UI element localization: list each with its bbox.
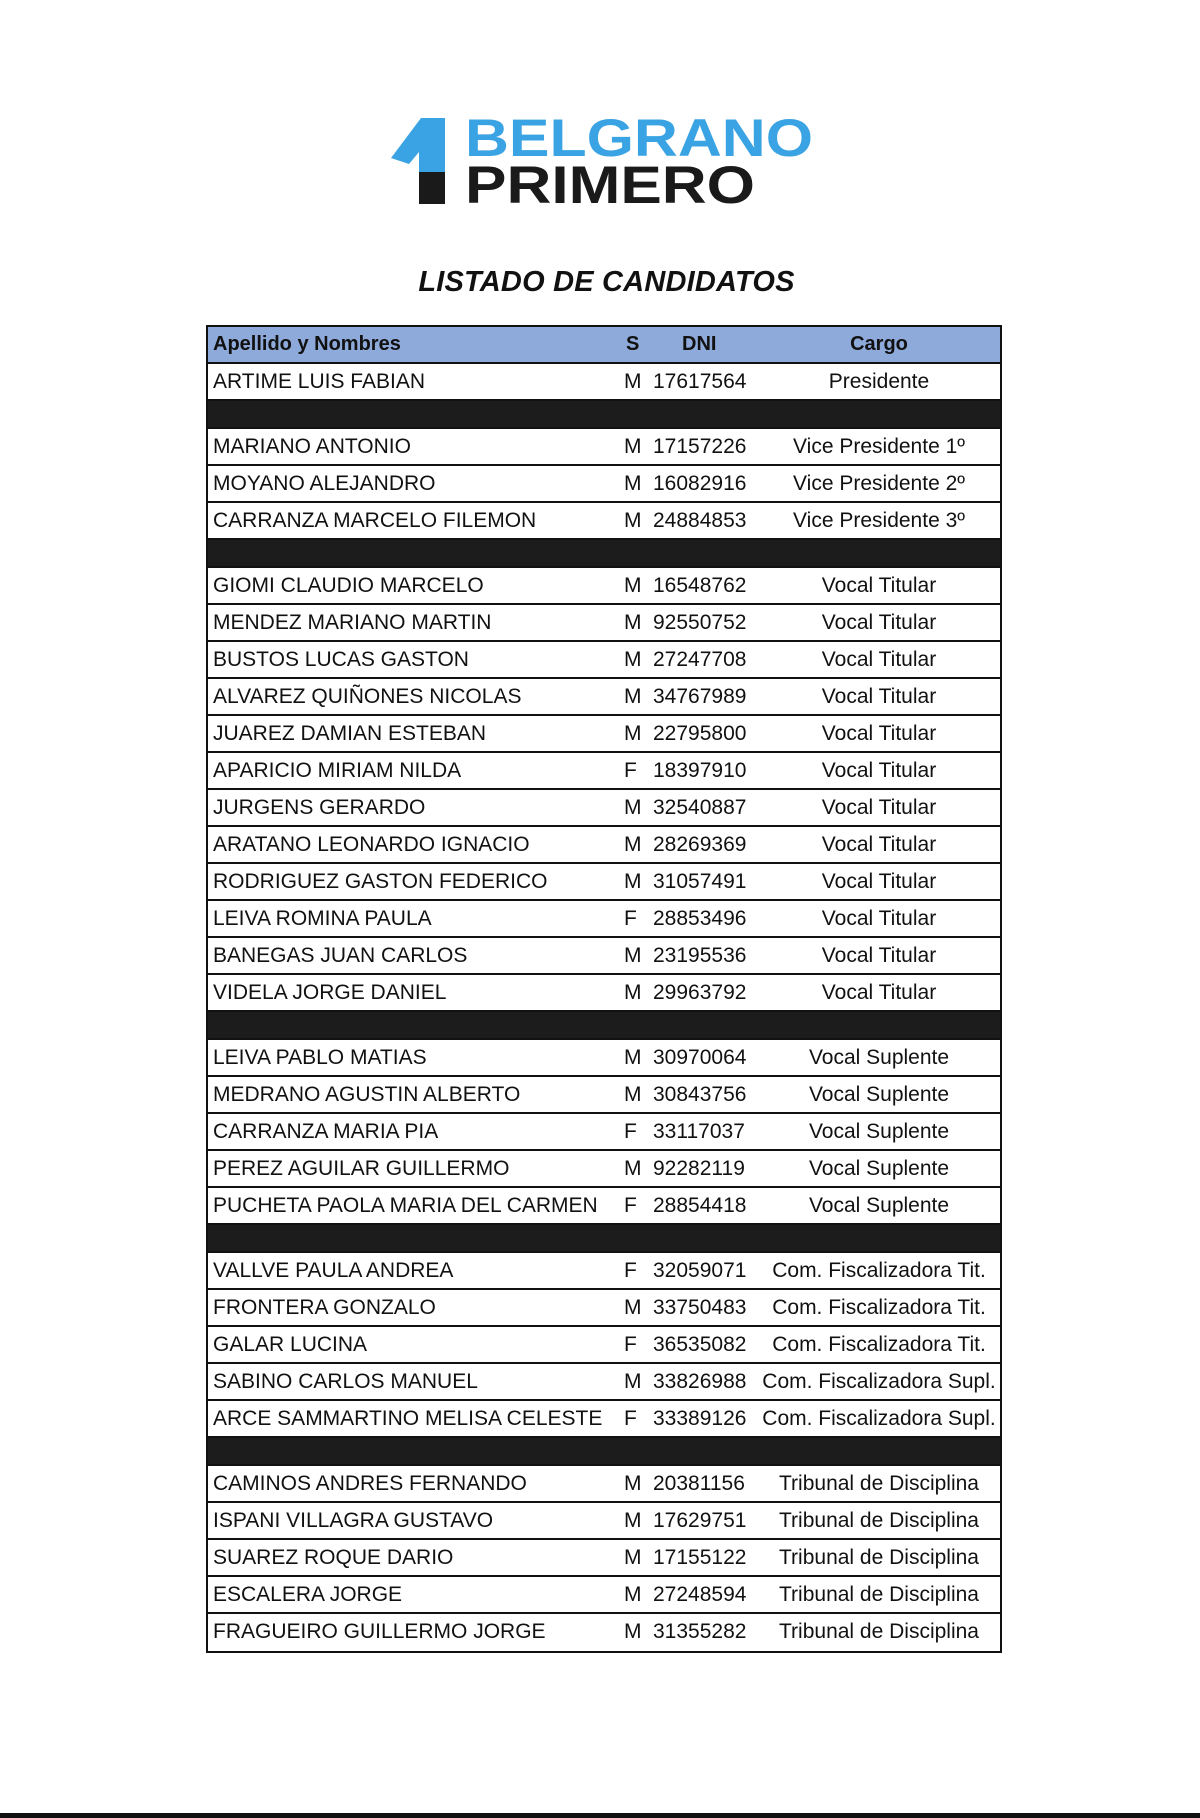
header-sex: S — [626, 333, 640, 355]
cell-sex: M — [624, 574, 642, 597]
cell-sex: M — [624, 370, 642, 393]
cell-cargo: Tribunal de Disciplina — [779, 1620, 979, 1643]
cell-dni: 16548762 — [653, 574, 747, 597]
table-row — [208, 790, 1000, 827]
cell-dni: 24884853 — [653, 509, 747, 532]
cell-dni: 31355282 — [653, 1620, 747, 1643]
cell-sex: M — [624, 981, 642, 1004]
cell-dni: 33826988 — [653, 1370, 747, 1393]
cell-cargo: Vice Presidente 1º — [793, 435, 965, 458]
table-row — [208, 1466, 1000, 1503]
cell-cargo: Vocal Titular — [821, 759, 937, 782]
cell-sex: M — [624, 796, 642, 819]
cell-cargo: Com. Fiscalizadora Supl. — [762, 1407, 996, 1430]
group-separator — [208, 540, 1000, 568]
table-row — [208, 1188, 1000, 1225]
cell-name: PEREZ AGUILAR GUILLERMO — [213, 1157, 510, 1180]
candidates-table — [206, 325, 1002, 1653]
table-row — [208, 1503, 1000, 1540]
cell-name: BANEGAS JUAN CARLOS — [213, 944, 468, 967]
cell-sex: M — [624, 870, 642, 893]
table-row — [208, 901, 1000, 938]
table-row — [208, 1151, 1000, 1188]
group-separator — [208, 1438, 1000, 1466]
cell-name: JUAREZ DAMIAN ESTEBAN — [213, 722, 487, 745]
cell-name: BUSTOS LUCAS GASTON — [213, 648, 469, 671]
table-row — [208, 938, 1000, 975]
cell-sex: M — [624, 611, 642, 634]
cell-name: CARRANZA MARIA PIA — [213, 1120, 439, 1143]
table-row — [208, 642, 1000, 679]
cell-dni: 18397910 — [653, 759, 747, 782]
table-row — [208, 1540, 1000, 1577]
cell-name: LEIVA ROMINA PAULA — [213, 907, 432, 930]
table-row — [208, 679, 1000, 716]
cell-dni: 33750483 — [653, 1296, 747, 1319]
cell-dni: 17157226 — [653, 435, 747, 458]
cell-sex: M — [624, 1083, 642, 1106]
logo-digit-base — [419, 172, 445, 204]
group-separator — [208, 1012, 1000, 1040]
table-row — [208, 864, 1000, 901]
table-row — [208, 716, 1000, 753]
cell-cargo: Vocal Titular — [821, 796, 937, 819]
cell-dni: 33389126 — [653, 1407, 747, 1430]
cell-name: PUCHETA PAOLA MARIA DEL CARMEN — [213, 1194, 598, 1217]
table-row — [208, 1614, 1000, 1651]
cell-dni: 22795800 — [653, 722, 747, 745]
cell-cargo: Vocal Titular — [821, 944, 937, 967]
cell-cargo: Vocal Titular — [821, 907, 937, 930]
cell-sex: M — [624, 1157, 642, 1180]
cell-name: MOYANO ALEJANDRO — [213, 472, 436, 495]
cell-name: ISPANI VILLAGRA GUSTAVO — [213, 1509, 494, 1532]
cell-name: CAMINOS ANDRES FERNANDO — [213, 1472, 527, 1495]
table-row — [208, 1114, 1000, 1151]
cell-cargo: Com. Fiscalizadora Supl. — [762, 1370, 996, 1393]
cell-sex: M — [624, 722, 642, 745]
cell-name: ARCE SAMMARTINO MELISA CELESTE — [213, 1407, 603, 1430]
logo-line2: PRIMERO — [465, 156, 755, 208]
cell-dni: 32540887 — [653, 796, 747, 819]
cell-dni: 17629751 — [653, 1509, 747, 1532]
cell-name: ARATANO LEONARDO IGNACIO — [213, 833, 530, 856]
header-name: Apellido y Nombres — [213, 333, 401, 355]
header-dni: DNI — [682, 333, 717, 355]
cell-cargo: Vocal Titular — [821, 870, 937, 893]
cell-sex: M — [624, 944, 642, 967]
cell-sex: M — [624, 1509, 642, 1532]
cell-dni: 28269369 — [653, 833, 747, 856]
cell-sex: M — [624, 435, 642, 458]
cell-dni: 27248594 — [653, 1583, 747, 1606]
cell-name: RODRIGUEZ GASTON FEDERICO — [213, 870, 548, 893]
cell-cargo: Vocal Titular — [821, 574, 937, 597]
cell-sex: M — [624, 1620, 642, 1643]
cell-cargo: Com. Fiscalizadora Tit. — [772, 1259, 986, 1282]
cell-name: VIDELA JORGE DANIEL — [213, 981, 447, 1004]
cell-sex: F — [624, 1407, 637, 1430]
document-title: LISTADO DE CANDIDATOS — [418, 266, 795, 298]
page-bottom-bar — [0, 1813, 1200, 1818]
cell-name: FRONTERA GONZALO — [213, 1296, 436, 1319]
cell-name: FRAGUEIRO GUILLERMO JORGE — [213, 1620, 546, 1643]
table-row — [208, 753, 1000, 790]
logo-digit-top — [391, 118, 445, 172]
cell-sex: M — [624, 509, 642, 532]
table-row — [208, 503, 1000, 540]
cell-sex: M — [624, 833, 642, 856]
cell-dni: 17155122 — [653, 1546, 747, 1569]
cell-dni: 20381156 — [653, 1472, 745, 1495]
cell-name: JURGENS GERARDO — [213, 796, 426, 819]
cell-sex: M — [624, 472, 642, 495]
cell-cargo: Vocal Suplente — [808, 1157, 950, 1180]
cell-dni: 23195536 — [653, 944, 747, 967]
cell-dni: 28854418 — [653, 1194, 747, 1217]
cell-sex: F — [624, 1120, 637, 1143]
cell-cargo: Vocal Titular — [821, 611, 937, 634]
group-separator — [208, 1225, 1000, 1253]
cell-cargo: Vice Presidente 2º — [793, 472, 965, 495]
cell-dni: 28853496 — [653, 907, 747, 930]
table-row — [208, 975, 1000, 1012]
cell-cargo: Vocal Suplente — [808, 1046, 950, 1069]
cell-sex: F — [624, 1194, 637, 1217]
table-row — [208, 827, 1000, 864]
cell-cargo: Vocal Titular — [821, 722, 937, 745]
cell-cargo: Vocal Titular — [821, 833, 937, 856]
cell-sex: M — [624, 1546, 642, 1569]
cell-name: ESCALERA JORGE — [213, 1583, 403, 1606]
cell-sex: F — [624, 907, 637, 930]
cell-dni: 34767989 — [653, 685, 747, 708]
cell-name: ARTIME LUIS FABIAN — [213, 370, 425, 393]
cell-dni: 29963792 — [653, 981, 747, 1004]
table-row — [208, 605, 1000, 642]
table-row — [208, 1040, 1000, 1077]
cell-dni: 16082916 — [653, 472, 747, 495]
cell-name: ALVAREZ QUIÑONES NICOLAS — [213, 685, 522, 708]
cell-cargo: Presidente — [828, 370, 930, 393]
table-row — [208, 466, 1000, 503]
cell-cargo: Vocal Titular — [821, 981, 937, 1004]
table-row — [208, 568, 1000, 605]
cell-name: MEDRANO AGUSTIN ALBERTO — [213, 1083, 521, 1106]
cell-cargo: Vocal Titular — [821, 648, 937, 671]
cell-name: SABINO CARLOS MANUEL — [213, 1370, 478, 1393]
header-cargo: Cargo — [850, 333, 908, 355]
cell-cargo: Com. Fiscalizadora Tit. — [772, 1333, 986, 1356]
table-row — [208, 364, 1000, 401]
cell-sex: M — [624, 1472, 642, 1495]
cell-sex: M — [624, 1296, 642, 1319]
cell-name: MARIANO ANTONIO — [213, 435, 411, 458]
cell-cargo: Vocal Suplente — [808, 1120, 950, 1143]
cell-name: APARICIO MIRIAM NILDA — [213, 759, 462, 782]
cell-dni: 27247708 — [653, 648, 747, 671]
cell-sex: M — [624, 1046, 642, 1069]
cell-name: GALAR LUCINA — [213, 1333, 368, 1356]
cell-sex: F — [624, 759, 637, 782]
cell-name: LEIVA PABLO MATIAS — [213, 1046, 427, 1069]
table-row — [208, 1577, 1000, 1614]
cell-cargo: Tribunal de Disciplina — [779, 1583, 979, 1606]
cell-cargo: Vocal Titular — [821, 685, 937, 708]
cell-cargo: Tribunal de Disciplina — [779, 1472, 979, 1495]
cell-sex: F — [624, 1259, 637, 1282]
group-separator — [208, 401, 1000, 429]
cell-cargo: Tribunal de Disciplina — [779, 1546, 979, 1569]
cell-name: GIOMI CLAUDIO MARCELO — [213, 574, 484, 597]
table-row — [208, 1077, 1000, 1114]
cell-dni: 31057491 — [653, 870, 747, 893]
cell-sex: M — [624, 685, 642, 708]
cell-sex: M — [624, 648, 642, 671]
cell-dni: 30843756 — [653, 1083, 747, 1106]
cell-cargo: Tribunal de Disciplina — [779, 1509, 979, 1532]
table-row — [208, 1290, 1000, 1327]
table-header — [208, 327, 1000, 364]
cell-dni: 30970064 — [653, 1046, 747, 1069]
table-row — [208, 1327, 1000, 1364]
cell-name: CARRANZA MARCELO FILEMON — [213, 509, 537, 532]
cell-dni: 17617564 — [653, 370, 747, 393]
cell-cargo: Vocal Suplente — [808, 1083, 950, 1106]
cell-sex: M — [624, 1583, 642, 1606]
logo-line1: BELGRANO — [465, 112, 813, 168]
table-row — [208, 1253, 1000, 1290]
cell-cargo: Vice Presidente 3º — [793, 509, 965, 532]
table-row — [208, 429, 1000, 466]
cell-sex: M — [624, 1370, 642, 1393]
cell-sex: F — [624, 1333, 637, 1356]
belgrano-primero-logo — [389, 112, 819, 208]
cell-dni: 32059071 — [653, 1259, 747, 1282]
cell-dni: 33117037 — [653, 1120, 745, 1143]
table-row — [208, 1401, 1000, 1438]
cell-cargo: Com. Fiscalizadora Tit. — [772, 1296, 986, 1319]
cell-name: SUAREZ ROQUE DARIO — [213, 1546, 454, 1569]
cell-dni: 92282119 — [653, 1157, 745, 1180]
cell-name: VALLVE PAULA ANDREA — [213, 1259, 454, 1282]
cell-cargo: Vocal Suplente — [808, 1194, 950, 1217]
cell-dni: 36535082 — [653, 1333, 747, 1356]
logo-graphic — [389, 112, 819, 208]
cell-name: MENDEZ MARIANO MARTIN — [213, 611, 492, 634]
table-row — [208, 1364, 1000, 1401]
cell-dni: 92550752 — [653, 611, 747, 634]
